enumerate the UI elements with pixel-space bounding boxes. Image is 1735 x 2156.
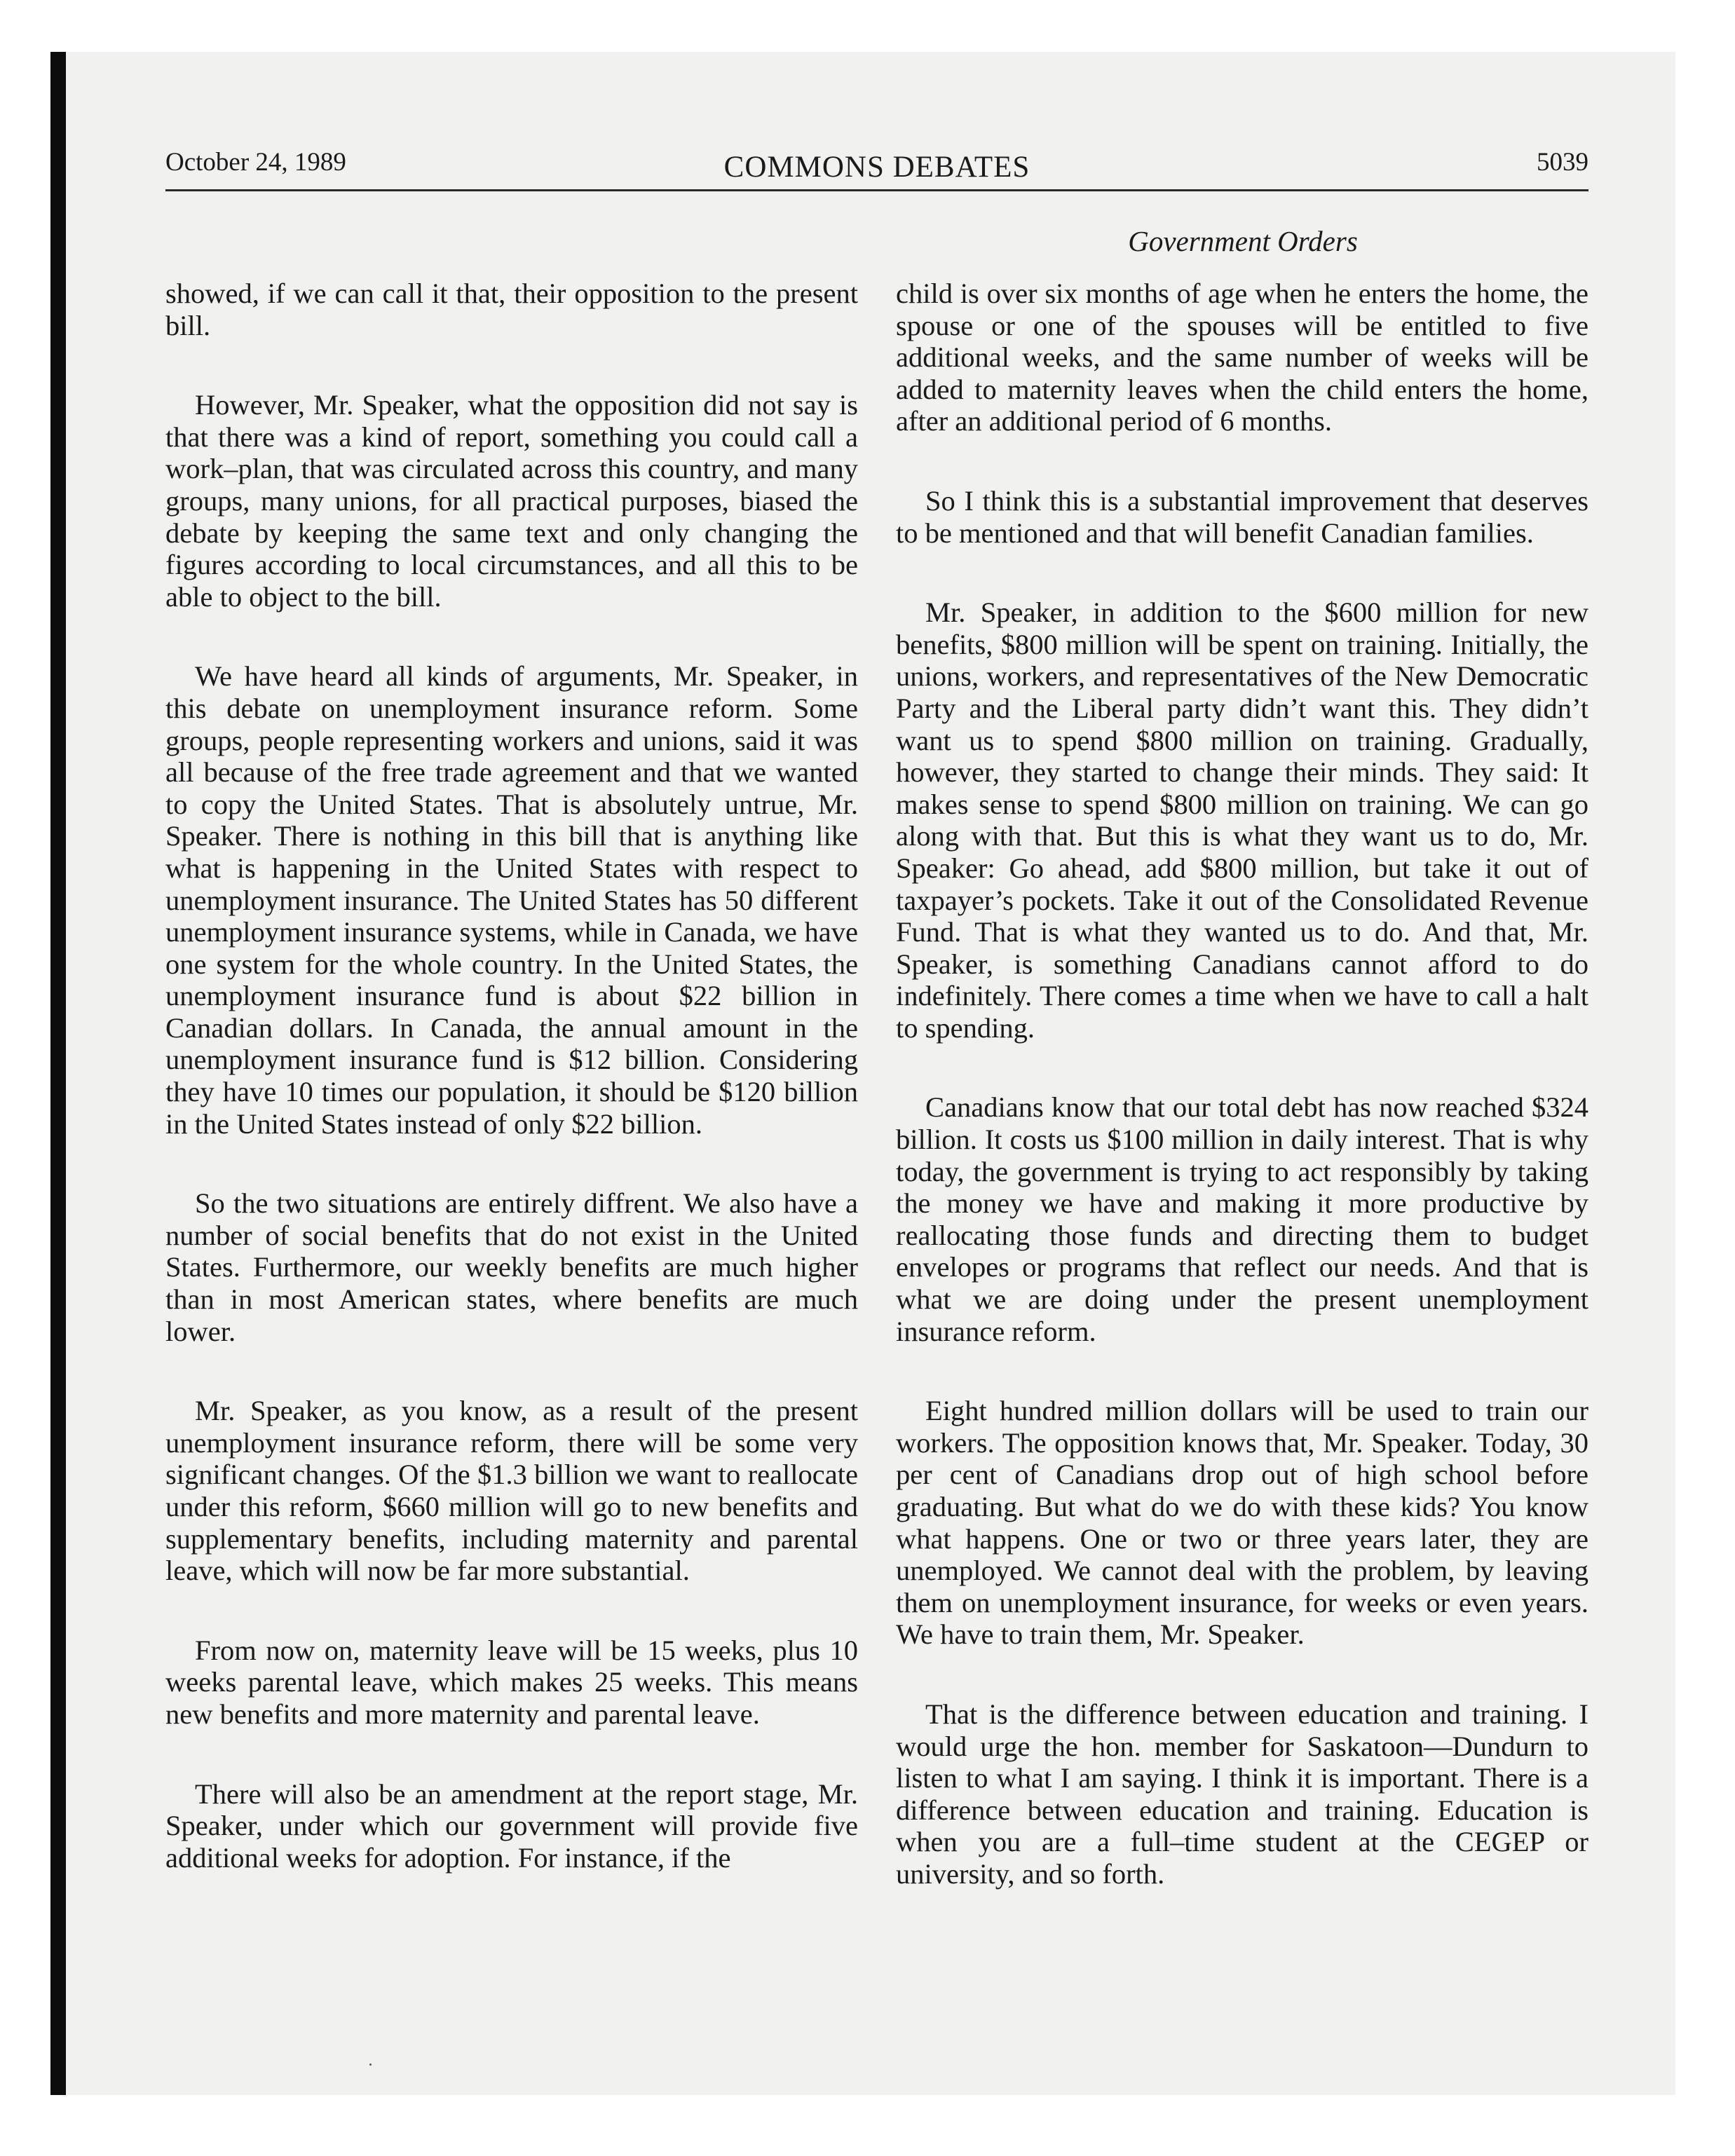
publication-title: COMMONS DEBATES bbox=[723, 151, 1030, 184]
paragraph: That is the difference between education and training. I would urge the hon. member for Saskatoon—Dundurn to listen to what I am saying. I think it is important. There is a difference between education and training. Education is when you are a full–time student at the CEGEP or university, and so forth. bbox=[896, 1698, 1588, 1890]
section-label: Government Orders bbox=[1128, 225, 1358, 257]
paragraph: Mr. Speaker, as you know, as a result of the present unemployment insurance reform, there will be some very significant changes. Of the $1.3 billion we want to reallocate under this reform, $660 million will go to new benefits and supplementary benefits, including maternity and parental leave, which will now be far more substantial. bbox=[165, 1395, 858, 1587]
paragraph: Eight hundred million dollars will be used to train our workers. The opposition knows that, Mr. Speaker. Today, 30 per cent of Canadians drop out of high school before graduating. But what do we do with these kids? You know what happens. One or two or three years later, they are unemployed. We cannot deal with the problem, by leaving them on unemployment insurance, for weeks or even years. We have to train them, Mr. Speaker. bbox=[896, 1395, 1588, 1651]
right-column bbox=[896, 278, 1588, 1938]
binding-edge bbox=[50, 52, 66, 2095]
paragraph: Canadians know that our total debt has now reached $324 billion. It costs us $100 million in daily interest. That is why today, the government is trying to act responsibly by taking the money we have and making it more productive by reallocating those funds and directing them to budget envelopes or programs that reflect our needs. And that is what we are doing under the present unemployment insurance reform. bbox=[896, 1091, 1588, 1347]
paragraph: However, Mr. Speaker, what the opposition did not say is that there was a kind of report, something you could call a work–plan, that was circulated across this country, and many groups, many unions, for all practical purposes, biased the debate by keeping the same text and only changing the figures according to local circumstances, and all this to be able to object to the bill. bbox=[165, 389, 858, 613]
paragraph: There will also be an amendment at the report stage, Mr. Speaker, under which our government will provide five additional weeks for adoption. For instance, if the bbox=[165, 1778, 858, 1874]
left-column bbox=[165, 278, 858, 1921]
paragraph: So I think this is a substantial improvement that deserves to be mentioned and that will benefit Canadian families. bbox=[896, 484, 1588, 549]
page-number: 5039 bbox=[1537, 148, 1588, 177]
paragraph: Mr. Speaker, in addition to the $600 million for new benefits, $800 million will be spent on training. Initially, the unions, workers, and representatives of the New Democratic Party and the Liberal party didn’t want this. They didn’t want us to spend $800 million on training. Gradually, however, they started to change their minds. They said: It makes sense to spend $800 million on training. We can go along with that. But this is what they want us to do, Mr. Speaker: Go ahead, add $800 million, but take it out of taxpayer’s pockets. Take it out of the Consolidated Revenue Fund. That is what they wanted us to do. And that, Mr. Speaker, is something Canadians cannot afford to do indefinitely. There comes a time when we have to call a halt to spending. bbox=[896, 596, 1588, 1044]
paragraph: From now on, maternity leave will be 15 weeks, plus 10 weeks parental leave, which makes 25 weeks. This means new benefits and more maternity and parental leave. bbox=[165, 1634, 858, 1730]
paragraph: showed, if we can call it that, their opposition to the present bill. bbox=[165, 278, 858, 341]
paragraph: child is over six months of age when he enters the home, the spouse or one of the spouses will be entitled to five additional weeks, and the same number of weeks will be added to maternity leaves when the child enters the home, after an additional period of 6 months. bbox=[896, 278, 1588, 437]
header-date: October 24, 1989 bbox=[165, 148, 346, 177]
paragraph: We have heard all kinds of arguments, Mr. Speaker, in this debate on unemployment insurance reform. Some groups, people representing workers and unions, said it was all because of the free trade agreement and that we wanted to copy the United States. That is absolutely untrue, Mr. Speaker. There is nothing in this bill that is anything like what is happening in the United States with respect to unemployment insurance. The United States has 50 different unemployment insurance systems, while in Canada, we have one system for the whole country. In the United States, the unemployment insurance fund is about $22 billion in Canadian dollars. In Canada, the annual amount in the unemployment insurance fund is $12 billion. Considering they have 10 times our population, it should be $120 billion in the United States instead of only $22 billion. bbox=[165, 660, 858, 1140]
scan-speck bbox=[369, 2063, 372, 2066]
paragraph: So the two situations are entirely diffrent. We also have a number of social benefits that do not exist in the United States. Furthermore, our weekly benefits are much higher than in most American states, where benefits are much lower. bbox=[165, 1187, 858, 1347]
page-header bbox=[165, 140, 1588, 191]
